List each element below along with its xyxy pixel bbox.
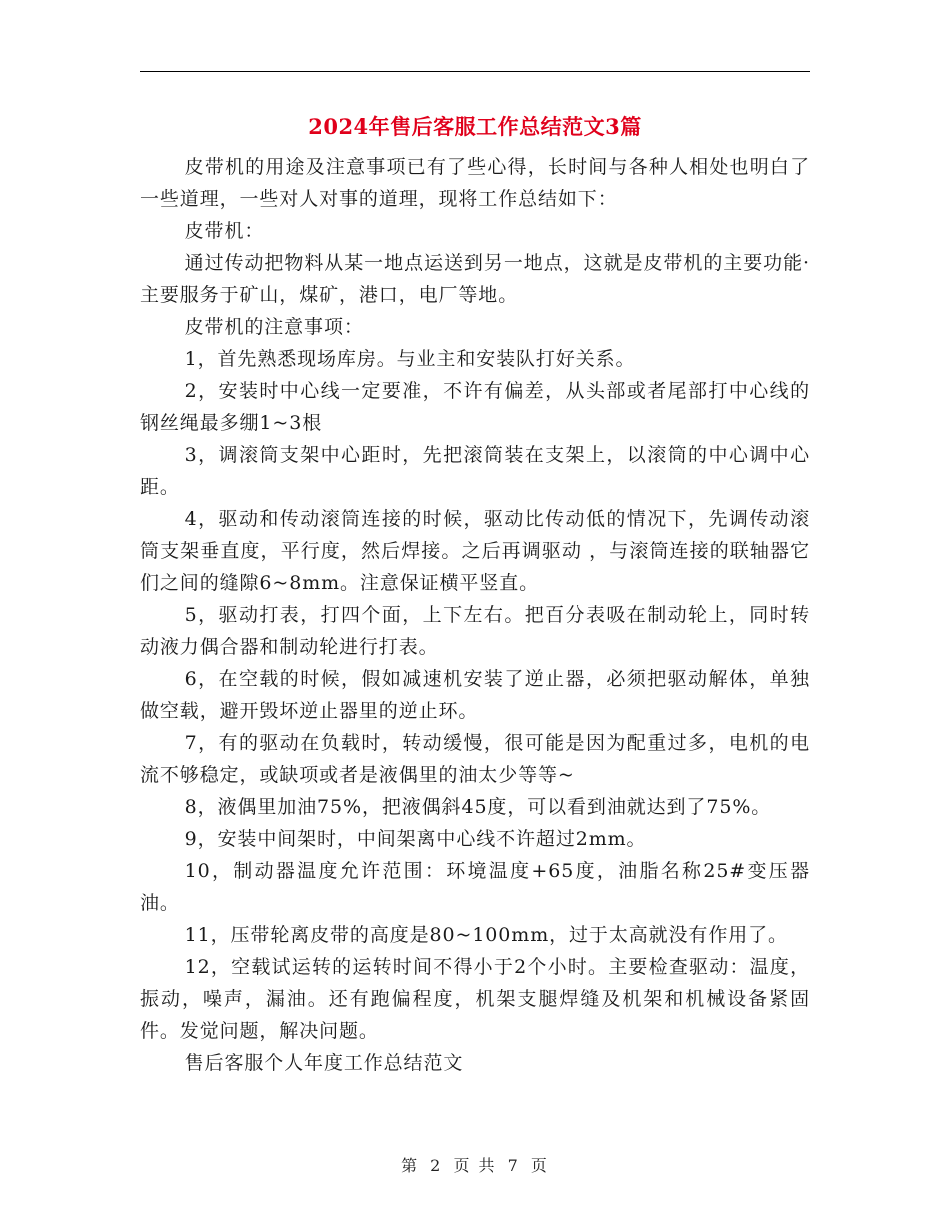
paragraph-item-9: 9，安装中间架时，中间架离中心线不许超过2mm。 xyxy=(184,828,647,850)
paragraph-item-6: 6，在空载的时候，假如减速机安装了逆止器，必须把驱动解体，单独做空载，避开毁坏逆止器里的逆止环。 xyxy=(140,668,810,722)
paragraph-item-8: 8，液偶里加油75%，把液偶斜45度，可以看到油就达到了75%。 xyxy=(184,796,772,818)
paragraph-item-3: 3，调滚筒支架中心距时，先把滚筒装在支架上，以滚筒的中心调中心距。 xyxy=(140,444,810,498)
paragraph-item-2: 2，安装时中心线一定要准，不许有偏差，从头部或者尾部打中心线的钢丝绳最多绷1~3根 xyxy=(140,380,810,434)
header-rule xyxy=(140,71,810,72)
paragraph-item-5: 5，驱动打表，打四个面，上下左右。把百分表吸在制动轮上，同时转动液力偶合器和制动轮进行打表。 xyxy=(140,604,810,658)
footer-suffix: 页 xyxy=(530,1156,549,1175)
footer-mid: 页 共 xyxy=(453,1156,497,1175)
footer-current-page: 2 xyxy=(430,1156,443,1175)
page-footer xyxy=(0,1153,950,1176)
footer-total-pages: 7 xyxy=(507,1156,520,1175)
paragraph-next-section: 售后客服个人年度工作总结范文 xyxy=(184,1052,464,1074)
paragraph-item-12: 12，空载试运转的运转时间不得小于2个小时。主要检查驱动：温度，振动，噪声，漏油。还有跑偏程度，机架支腿焊缝及机架和机械设备紧固件。发觉问题，解决问题。 xyxy=(140,956,810,1042)
paragraph-notes-heading: 皮带机的注意事项： xyxy=(184,316,364,338)
paragraph-item-10: 10，制动器温度允许范围：环境温度+65度，油脂名称25#变压器油。 xyxy=(140,860,810,914)
paragraph-item-1: 1，首先熟悉现场库房。与业主和安装队打好关系。 xyxy=(184,348,636,370)
paragraph-item-11: 11，压带轮离皮带的高度是80~100mm，过于太高就没有作用了。 xyxy=(184,924,788,946)
document-title: 2024年售后客服工作总结范文3篇 xyxy=(308,114,642,139)
paragraph-section-heading: 皮带机： xyxy=(184,220,265,242)
paragraph-function: 通过传动把物料从某一地点运送到另一地点，这就是皮带机的主要功能·主要服务于矿山，煤矿，港口，电厂等地。 xyxy=(140,252,810,306)
paragraph-item-7: 7，有的驱动在负载时，转动缓慢，很可能是因为配重过多，电机的电流不够稳定，或缺项或者是液偶里的油太少等等~ xyxy=(140,732,810,786)
paragraph-item-4: 4，驱动和传动滚筒连接的时候，驱动比传动低的情况下，先调传动滚筒支架垂直度，平行度，然后焊接。之后再调驱动 ，与滚筒连接的联轴器它们之间的缝隙6~8mm。注意保证横平竖直。 xyxy=(140,508,810,594)
footer-prefix: 第 xyxy=(401,1156,420,1175)
paragraph-intro: 皮带机的用途及注意事项已有了些心得，长时间与各种人相处也明白了一些道理，一些对人对事的道理，现将工作总结如下： xyxy=(140,156,810,210)
document-body xyxy=(140,151,810,1079)
